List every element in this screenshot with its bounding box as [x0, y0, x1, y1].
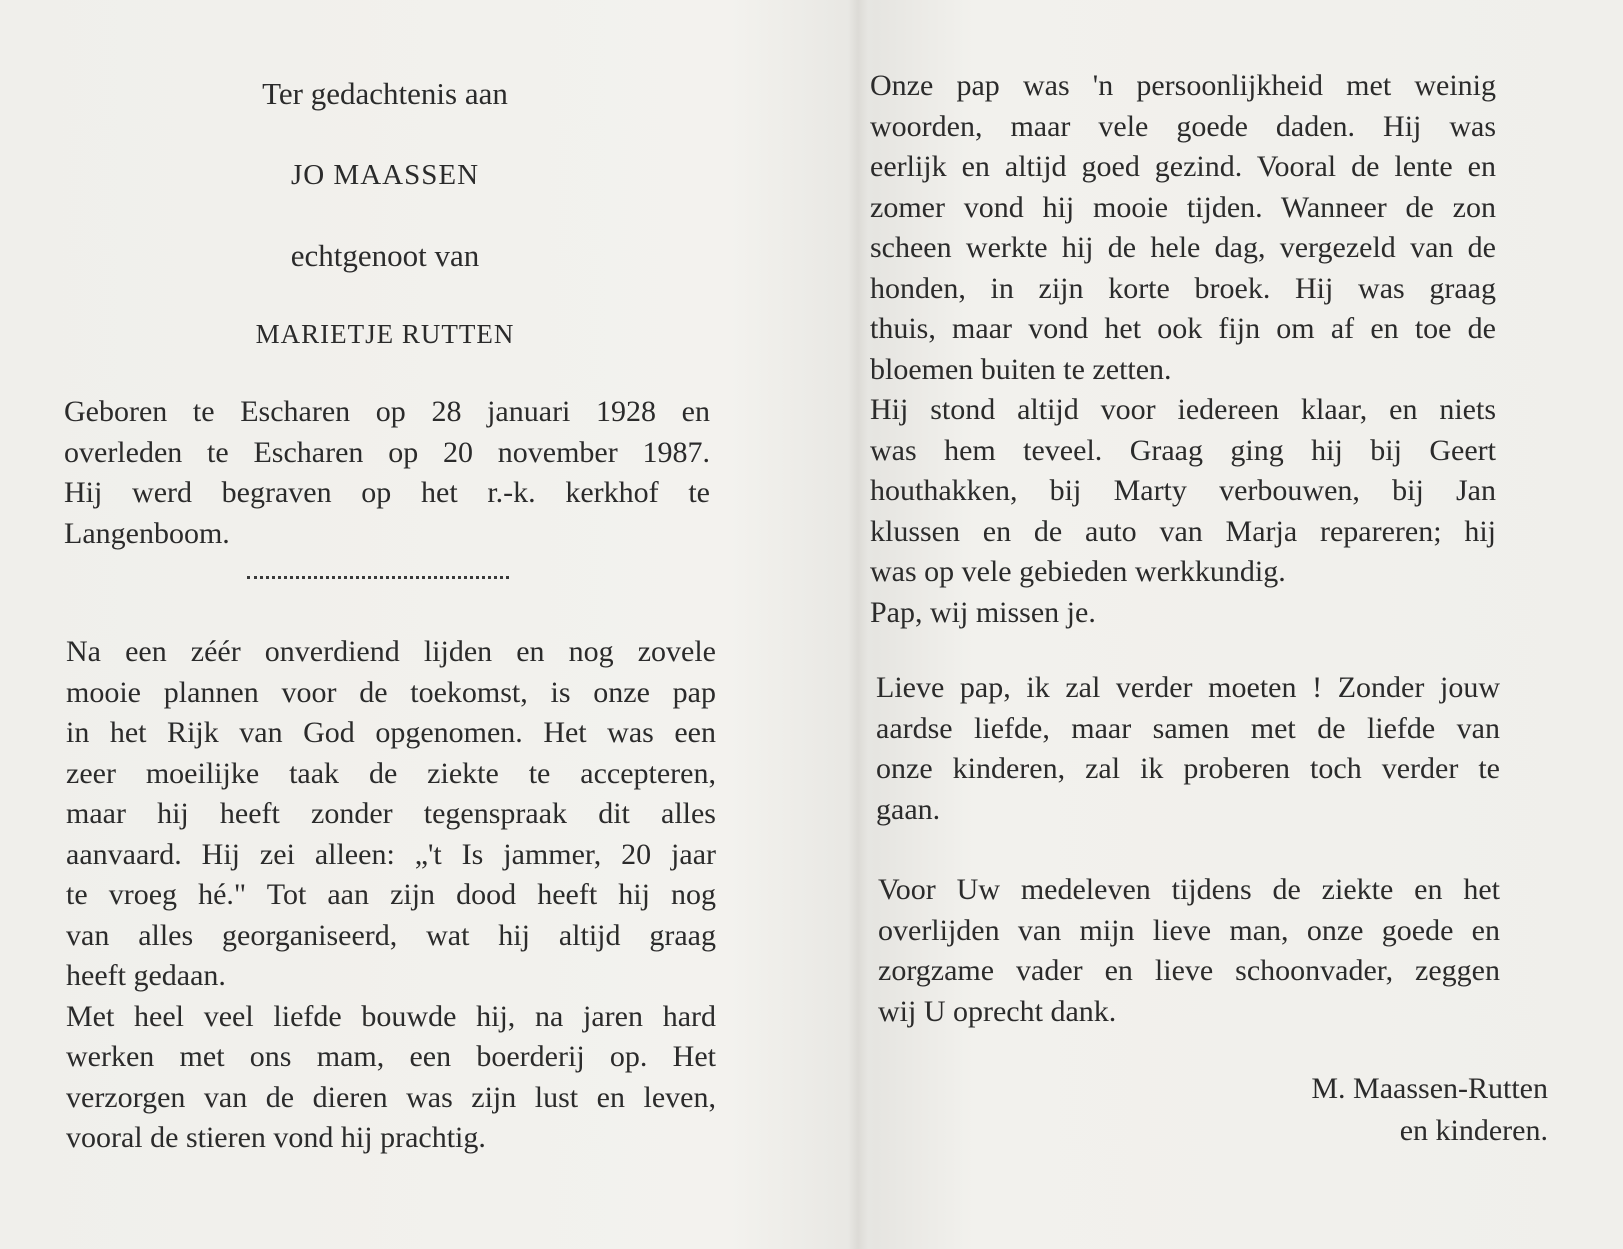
- signature-name: M. Maassen-Rutten: [1311, 1072, 1548, 1105]
- text-line: onze kinderen, zal ik proberen toch verder te: [876, 752, 1500, 785]
- text-line: verzorgen van de dieren was zijn lust en leven,: [66, 1080, 716, 1114]
- text-line: overlijden van mijn lieve man, onze goede en: [878, 913, 1500, 947]
- text-line: te vroeg hé." Tot aan zijn dood heeft hij nog: [66, 878, 716, 911]
- text-line: zeer moeilijke taak de ziekte te accepteren,: [66, 756, 716, 790]
- thanks-paragraph: [878, 870, 1500, 1032]
- card-fold: [848, 0, 868, 1249]
- heading-in-memory: Ter gedachtenis aan: [262, 76, 508, 111]
- spouse-name: MARIETJE RUTTEN: [255, 319, 515, 349]
- text-line: Met heel veel liefde bouwde hij, na jaren hard: [66, 999, 716, 1033]
- text-line: houthakken, bij Marty verbouwen, bij Jan: [870, 474, 1496, 507]
- text-line: Geboren te Escharen op 28 januari 1928 en: [64, 395, 710, 428]
- text-line: eerlijk en altijd goed gezind. Vooral de lente en: [870, 150, 1496, 183]
- text-line: vooral de stieren vond hij prachtig.: [66, 1121, 486, 1154]
- text-line: Voor Uw medeleven tijdens de ziekte en het: [878, 873, 1500, 906]
- text-line: was hem teveel. Graag ging hij bij Geert: [870, 433, 1496, 467]
- text-line: heeft gedaan.: [66, 959, 226, 992]
- text-line: bloemen buiten te zetten.: [870, 352, 1172, 386]
- text-line: klussen en de auto van Marja repareren; hij: [870, 514, 1496, 548]
- right-page: [868, 0, 1623, 1249]
- text-line: aanvaard. Hij zei alleen: „'t Is jammer, 20 jaar: [66, 837, 716, 871]
- text-line: Onze pap was 'n persoonlijkheid met weinig: [870, 69, 1496, 102]
- text-line: honden, in zijn korte broek. Hij was graag: [870, 271, 1496, 305]
- signature-block: [1311, 1068, 1548, 1152]
- text-line: overleden te Escharen op 20 november 1987.: [64, 435, 710, 469]
- text-line: thuis, maar vond het ook fijn om af en toe de: [870, 312, 1496, 345]
- text-line: van alles georganiseerd, wat hij altijd graag: [66, 918, 716, 952]
- text-line: aardse liefde, maar samen met de liefde van: [876, 711, 1500, 745]
- text-line: was op vele gebieden werkkundig.: [870, 555, 1286, 588]
- text-line: scheen werkte hij de hele dag, vergezeld van de: [870, 231, 1496, 264]
- text-line: Pap, wij missen je.: [870, 595, 1096, 629]
- text-line: zorgzame vader en lieve schoonvader, zeggen: [878, 954, 1500, 987]
- text-line: maar hij heeft zonder tegenspraak dit alles: [66, 797, 716, 830]
- signature-family: en kinderen.: [1399, 1114, 1548, 1147]
- text-line: Langenboom.: [64, 516, 230, 550]
- text-line: Na een zéér onverdiend lijden en nog zovele: [66, 635, 716, 668]
- text-line: in het Rijk van God opgenomen. Het was een: [66, 716, 716, 749]
- farewell-paragraph: [876, 668, 1500, 830]
- text-line: Hij werd begraven op het r.-k. kerkhof te: [64, 476, 710, 509]
- character-paragraph: [870, 66, 1496, 633]
- text-line: zomer vond hij mooie tijden. Wanneer de zon: [870, 190, 1496, 224]
- deceased-name: JO MAASSEN: [290, 159, 480, 191]
- text-line: woorden, maar vele goede daden. Hij was: [870, 109, 1496, 143]
- text-line: gaan.: [876, 792, 941, 826]
- text-line: werken met ons mam, een boerderij op. Het: [66, 1040, 716, 1073]
- dotted-separator: [247, 576, 509, 579]
- text-line: wij U oprecht dank.: [878, 994, 1117, 1028]
- story-paragraph: [66, 632, 716, 1159]
- birth-death-paragraph: [64, 392, 710, 554]
- text-line: mooie plannen voor de toekomst, is onze pap: [66, 675, 716, 709]
- text-line: Lieve pap, ik zal verder moeten ! Zonder jouw: [876, 671, 1500, 704]
- text-line: Hij stond altijd voor iedereen klaar, en niets: [870, 393, 1496, 426]
- heading-spouse-of: echtgenoot van: [290, 238, 480, 273]
